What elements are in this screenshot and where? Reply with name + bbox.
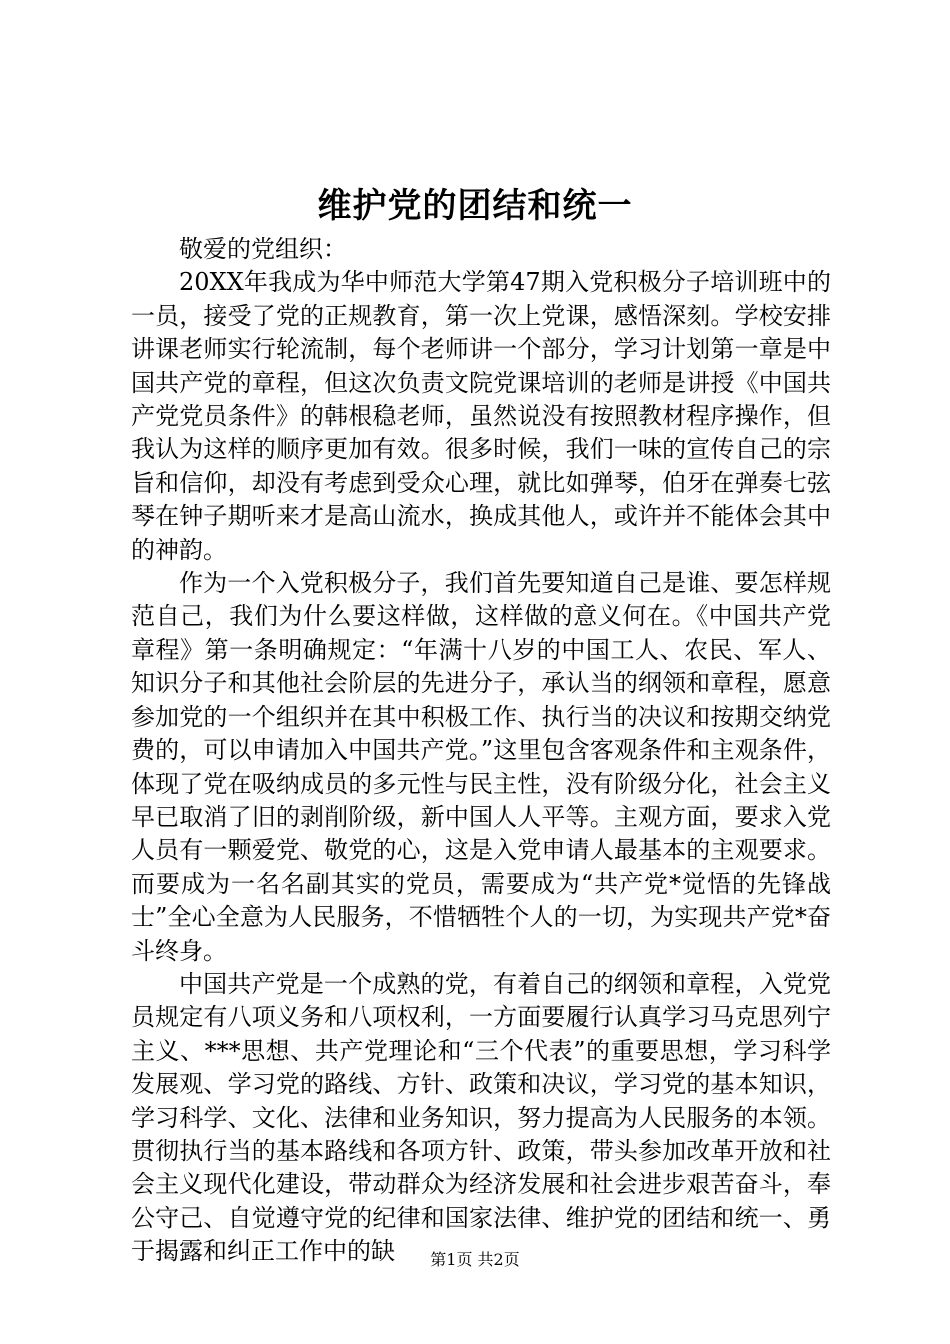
salutation: 敬爱的党组织：: [179, 235, 347, 263]
paragraph-3: 中国共产党是一个成熟的党，有着自己的纲领和章程，入党党员规定有八项义务和八项权利，一方面要履行认真学习马克思列宁主义、***思想、共产党理论和“三个代表”的重要思想，学习科学发展观、学习党的路线、方针、政策和决议，学习党的基本知识，学习科学、文化、法律和业务知识，努力提高为人民服务的本领。贯彻执行当的基本路线和各项方针、政策，带头参加改革开放和社会主义现代化建设，带动群众为经济发展和社会进步艰苦奋斗，奉公守己、自觉遵守党的纪律和国家法律、维护党的团结和统一、勇于揭露和纠正工作中的缺: [131, 969, 831, 1266]
paragraph-1: 20XX年我成为华中师范大学第47期入党积极分子培训班中的一员，接受了党的正规教育，第一次上党课，感悟深刻。学校安排讲课老师实行轮流制，每个老师讲一个部分，学习计划第一章是中国共产党的章程，但这次负责文院党课培训的老师是讲授《中国共产党党员条件》的韩根稳老师，虽然说没有按照教材程序操作，但我认为这样的顺序更加有效。很多时候，我们一味的宣传自己的宗旨和信仰，却没有考虑到受众心理，就比如弹琴，伯牙在弹奏七弦琴在钟子期听来才是高山流水，换成其他人，或许并不能体会其中的神韵。: [131, 268, 831, 564]
document-body: [131, 233, 831, 1269]
document-title: 维护党的团结和统一: [317, 186, 633, 226]
paragraph-2: 作为一个入党积极分子，我们首先要知道自己是谁、要怎样规范自己，我们为什么要这样做，这样做的意义何在。《中国共产党章程》第一条明确规定：“年满十八岁的中国工人、农民、军人、知识分子和其他社会阶层的先进分子，承认当的纲领和章程，愿意参加党的一个组织并在其中积极工作、执行当的决议和按期交纳党费的，可以申请加入中国共产党。”这里包含客观条件和主观条件，体现了党在吸纳成员的多元性与民主性，没有阶级分化，社会主义早已取消了旧的剥削阶级，新中国人人平等。主观方面，要求入党人员有一颗爱党、敬党的心，这是入党申请人最基本的主观要求。而要成为一名名副其实的党员，需要成为“共产党*觉悟的先锋战士”全心全意为人民服务，不惜牺牲个人的一切，为实现共产党*奋斗终身。: [131, 569, 831, 965]
page-number-footer: 第1页 共2页: [430, 1250, 520, 1269]
